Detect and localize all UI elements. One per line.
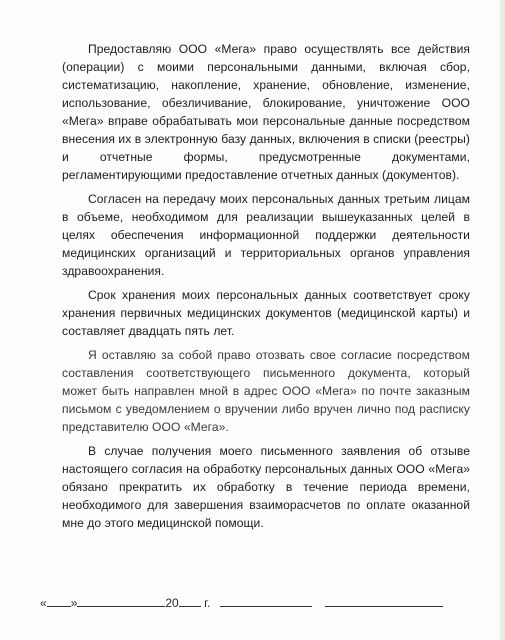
paragraph-revocation: Я оставляю за собой право отозвать свое согласие посредством составления соответствующего письменного документа, который может быть направлен мной в адрес ООО «Мега» по почте заказным письмом с уведомлением о вручении либо вручен лично под расписку представителю ООО «Мега». bbox=[62, 348, 470, 434]
close-quote: » bbox=[70, 596, 78, 610]
paragraph-withdrawal: В случае получения моего письменного заявления об отзыве настоящего согласия на обработку персональных данных ООО «Мега» обязано прекратить их обработку в течение периода времени, необходимого для завершения взаиморасчетов по оплате оказанной мне до этого медицинской помощи. bbox=[62, 444, 470, 530]
paragraph-storage-term: Срок хранения моих персональных данных соответствует сроку хранения первичных медицинских документов (медицинской карты) и составляет двадцать пять лет. bbox=[62, 288, 470, 338]
open-quote: « bbox=[40, 596, 47, 610]
name-blank[interactable] bbox=[325, 594, 443, 607]
year-suffix: г. bbox=[204, 596, 211, 610]
day-blank[interactable] bbox=[47, 594, 71, 607]
month-blank[interactable] bbox=[77, 594, 165, 607]
paragraph-rights: Предоставляю ООО «Мега» право осуществлять все действия (операции) с моими персональными данными, включая сбор, систематизацию, накопление, хранение, обновление, изменение, использование, обезличивание, блокирование, уничтожение ООО «Мега» вправе обрабатывать мои персональные данные посредством внесения их в электронную базу данных, включения в списки (реестры) и отчетные формы, предусмотренные документами, регламентирующими предоставление отчетных данных (документов). bbox=[62, 42, 470, 182]
paragraph-third-parties: Согласен на передачу моих персональных данных третьим лицам в объеме, необходимом для реализации вышеуказанных целей в целях обеспечения информационной поддержки деятельности медицинских организаций и территориальных органов управления здравоохранения. bbox=[62, 192, 470, 278]
year-blank[interactable] bbox=[179, 594, 201, 607]
consent-text bbox=[62, 40, 470, 538]
scan-edge bbox=[499, 0, 505, 640]
signature-blank[interactable] bbox=[220, 594, 312, 607]
date-signature-line bbox=[40, 594, 480, 610]
year-prefix: 20 bbox=[165, 596, 179, 610]
